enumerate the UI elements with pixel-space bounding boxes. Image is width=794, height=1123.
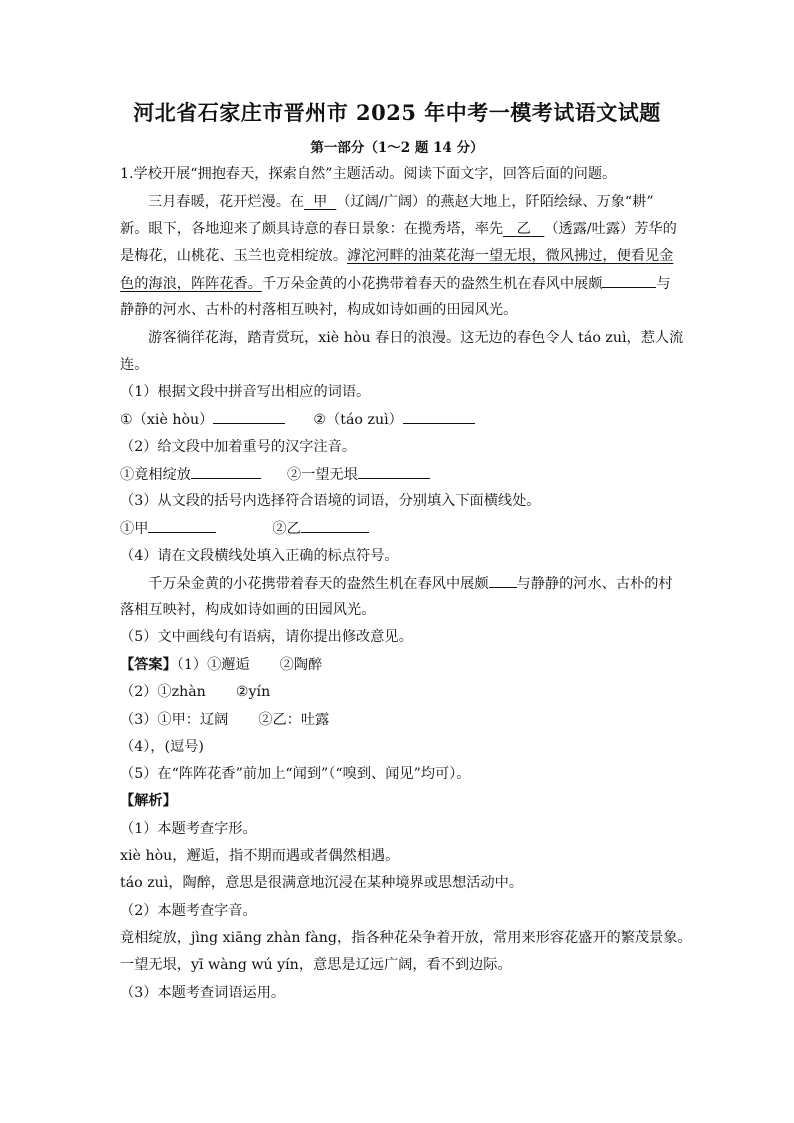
analysis-line: （2）本题考查字音。 [120,903,257,919]
analysis-line: （1）本题考查字形。 [120,821,257,837]
analysis-line: 一望无垠，yī wàng wú yín，意思是辽远广阔，看不到边际。 [120,957,512,973]
passage-line: 游客徜徉花海，踏青赏玩，xiè hòu 春日的浪漫。这无边的春色令人 táo zuì，惹人流 [148,330,684,346]
passage-line: 是梅花，山桃花、玉兰也竞相绽放。滹沱河畔的油菜花海一望无垠，微风拂过，便看见金 [120,248,674,264]
passage-line: 连。 [120,357,149,373]
answer-line: ①（xiè hòu） ②（táo zuì） [120,409,475,430]
passage-line: 色的海浪，阵阵花香。千万朵金黄的小花携带着春天的盎然生机在春风中展颇 与 [120,273,671,294]
analysis-label: 【解析】 [120,793,177,809]
answer-line: ①竟相绽放 ②一望无垠 [120,464,430,485]
sub-question-3: （3）从文段的括号内选择符合语境的词语，分别填入下面横线处。 [120,493,541,509]
answer-line: （4），(逗号) [120,739,204,755]
passage-line: 三月春暖，花开烂漫。在 甲 （辽阔/广阔）的燕赵大地上，阡陌绘绿、万象“耕” [148,194,654,210]
answer-line: （5）在“阵阵花香”前加上“闻到”（“嗅到、闻见”均可）。 [120,766,471,782]
sub-question-1: （1）根据文段中拼音写出相应的词语。 [120,384,371,400]
sub-question-2: （2）给文段中加着重号的汉字注音。 [120,439,357,455]
punctuation-blank [489,573,517,588]
answer-blank [213,409,285,424]
blank-mark-yi: 乙 [516,221,531,237]
passage-line: 落相互映衬，构成如诗如画的田园风光。 [120,602,376,618]
passage-line: 新。眼下，各地迎来了颇具诗意的春日景象：在揽秀塔，率先 乙 （透露/吐露）芳华的 [120,221,677,237]
answer-blank [358,464,430,479]
answer-blank [191,464,261,479]
analysis-line: （3）本题考查词语运用。 [120,985,286,1001]
analysis-line: xiè hòu，邂逅，指不期而遇或者偶然相遇。 [120,848,400,864]
answer-line: （2）①zhàn ②yín [120,684,271,700]
answer-blank [148,518,216,533]
answer-line: ①甲 ②乙 [120,518,369,539]
analysis-line: 竟相绽放，jìng xiāng zhàn fàng，指各种花朵争着开放，常用来形容花盛开的繁茂景象。 [120,930,692,946]
blank-mark-jia: 甲 [313,194,328,210]
answer-line: 【答案】（1）①邂逅 ②陶醉 [120,657,323,673]
sub-question-5: （5）文中画线句有语病，请你提出修改意见。 [120,629,413,645]
underlined-sentence: 色的海浪，阵阵花香。 [120,276,262,292]
passage-line: 静静的河水、古朴的村落相互映衬，构成如诗如画的田园风光。 [120,302,518,318]
punctuation-blank [602,273,656,288]
analysis-line: táo zuì，陶醉，意思是很满意地沉浸在某种境界或思想活动中。 [120,875,524,891]
question-intro: 1.学校开展“拥抱春天，探索自然”主题活动。阅读下面文字，回答后面的问题。 [120,166,617,182]
sub-question-4: （4）请在文段横线处填入正确的标点符号。 [120,548,399,564]
section-subtitle: 第一部分（1～2 题 14 分） [310,140,484,156]
answer-blank [403,409,475,424]
answer-line: （3）①甲：辽阔 ②乙：吐露 [120,712,330,728]
page-title: 河北省石家庄市晋州市 2025 年中考一模考试语文试题 [133,100,661,125]
answer-blank [301,518,369,533]
passage-line: 千万朵金黄的小花携带着春天的盎然生机在春风中展颇 与静静的河水、古朴的村 [148,573,673,594]
answer-label: 【答案】 [120,657,177,673]
underlined-sentence: 滹沱河畔的油菜花海一望无垠，微风拂过，便看见金 [347,248,674,264]
